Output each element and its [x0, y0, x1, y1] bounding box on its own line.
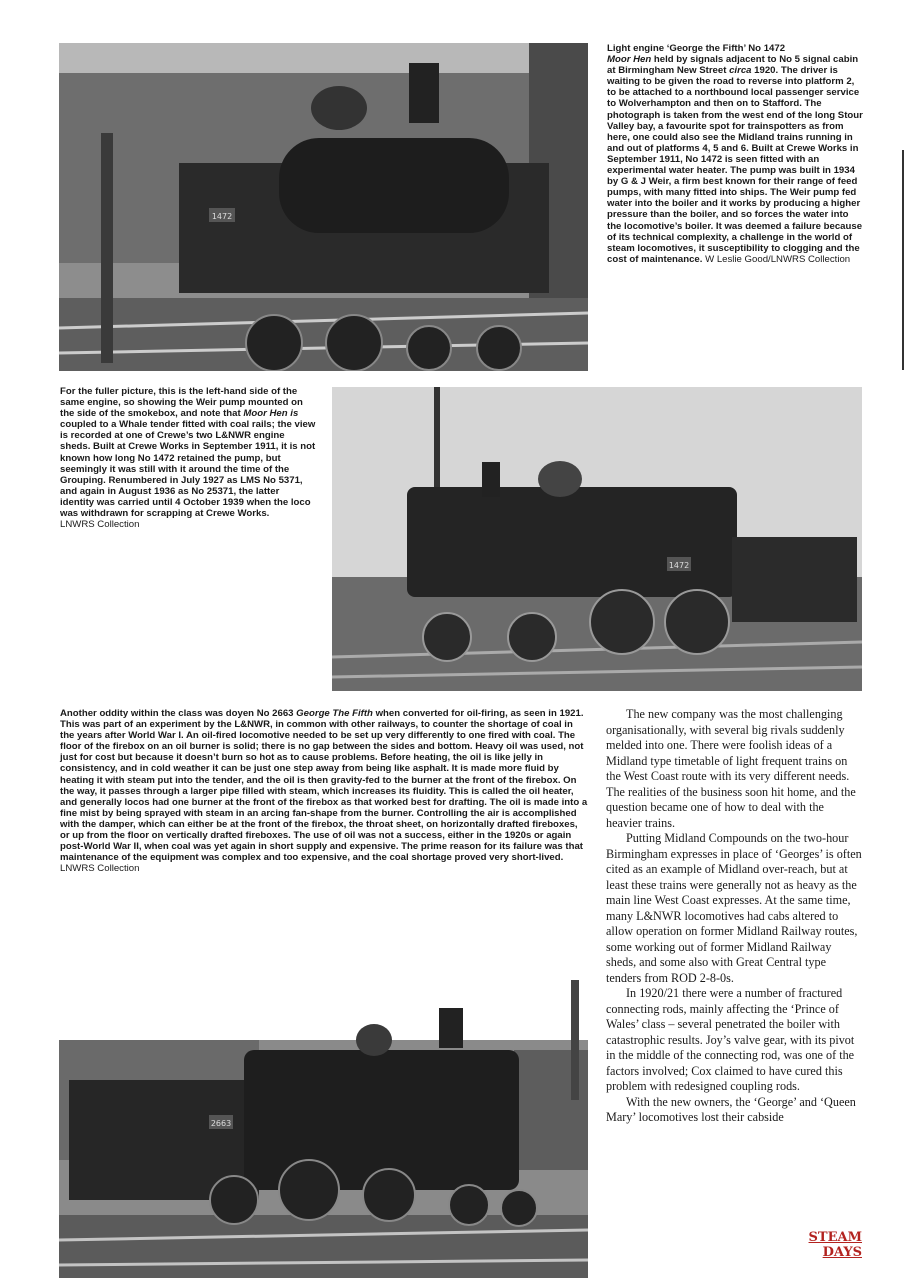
caption-photo1-credit: W Leslie Good/LNWRS Collection	[705, 253, 851, 265]
caption-photo2	[60, 386, 316, 530]
body-paragraph-3: In 1920/21 there were a number of fractured connecting rods, mainly affecting the ‘Prince of Wales’ class – several penetrated the boiler with catastrophic results. Joy’s valve gear, with its pivot in the middle of the connecting rod, was one of the factors involved; Cox claimed to have cured this problem with redesigned coupling rods.	[606, 986, 855, 1093]
loco-number-plate-3: 2663	[210, 1119, 232, 1128]
caption-photo3-text-b: when converted for oil-firing, as seen in 1921. This was part of an experiment by the L&NWR, in common with other railways, to counter the shortage of coal in the years after World War I. An oil-fired locomotive needed to be set up very differently to one fired with coal. The floor of the firebox on an oil burner is solid; there is no gap between the sides and bottom. Heavy oil was used, not just for cost but because it doesn’t burn so hot as to cause problems. Before heating, the oil is like jelly in consistency, and in cold weather it can be just one step away from being like asphalt. It is made more fluid by heating it with steam put into the tender, and the oil is then gravity-fed to the burner at the front of the firebox. On the way, it passes through a larger pipe filled with steam, which increases its fluidity. This is called the oil heater, and generally locos had one burner at the front of the firebox as that worked best for drafting. The oil is made into a fine mist by being sprayed with steam in an arcing fan-shape from the burner. Controlling the air is accomplished with the damper, which can either be at the front of the firebox, the throat sheet, on horizontally drafted fireboxes, or up from the floor on vertically drafted fireboxes. The use of oil was not a success, either in the 1920s or again post-World War II, when coal was yet again in short supply and expensive. The prime reason for its failure was that maintenance of the equipment was complex and too expensive, and the coal shortage proved very short-lived.	[60, 708, 588, 864]
caption-photo2-loco-name: Moor Hen is	[243, 408, 299, 420]
photo-moor-hen-signals	[59, 43, 588, 371]
body-paragraph-2: Putting Midland Compounds on the two-hour Birmingham expresses in place of ‘Georges’ is often cited as an example of Midland over-reach, but at least these trains were generally not as heavy as the main line West Coast expresses. At the same time, many L&NWR locomotives had cabs altered to allow operation on former Midland Railway routes, some working out of former Midland Railway sheds, and some also with Great Central type tenders from ROD 2-8-0s.	[606, 831, 862, 985]
caption-photo1-body: 1920. The driver is waiting to be given the road to reverse into platform 2, to be attached to a northbound local passenger service to Wolverhampton and then on to Stafford. The photograph is taken from the west end of the long Stour Valley bay, a favourite spot for trainspotters as from here, one could also see the Midland trains running in and out of platforms 4, 5 and 6. Built at Crewe Works in September 1911, No 1472 is seen fitted with an experimental water heater. The pump was built in 1934 by G & J Weir, a firm best known for their range of feed pumps, with many fitted into ships. The Weir pump fed water into the boiler and it works by producing a higher pressure than the boiler, and so forces the water into the locomotive’s boiler. It was deemed a failure because of its technical complexity, a challenge in the world of steam locomotives, it susceptibility to clogging and the cost of maintenance.	[607, 65, 863, 265]
caption-photo1-loco-name: Moor Hen	[607, 54, 652, 66]
caption-photo2-credit: LNWRS Collection	[60, 519, 140, 531]
steam-days-logo: STEAM DAYS	[808, 1230, 862, 1260]
photo-moor-hen-crewe	[332, 387, 862, 691]
body-paragraph-4: With the new owners, the ‘George’ and ‘Queen Mary’ locomotives lost their cabside	[606, 1094, 856, 1124]
article-body	[606, 707, 862, 1126]
caption-photo1	[607, 43, 863, 265]
caption-photo3-credit: LNWRS Collection	[60, 863, 140, 875]
caption-photo2-text-a: For the fuller picture, this is the left-hand side of the same engine, so showing the Weir pump mounted on the side of the smokebox, and note that	[60, 386, 303, 420]
loco-number-plate-2: 1472	[668, 561, 690, 570]
caption-photo2-text-b: coupled to a Whale tender fitted with coal rails; the view is recorded at one of Crewe’s two L&NWR engine sheds. Built at Crewe Works in September 1911, it is not known how long No 1472 retained the pump, but seemingly it was still with it around the time of the Grouping. Renumbered in July 1927 as LMS No 5371, and again in August 1936 as No 25371, the latter identity was carried until 4 October 1939 when the loco was withdrawn for scrapping at Crewe Works.	[60, 419, 316, 520]
caption-photo3-text-a: Another oddity within the class was doyen No 2663	[60, 708, 297, 719]
loco-number-plate: 1472	[211, 212, 233, 221]
caption-photo1-circa: circa	[729, 65, 752, 77]
caption-photo3	[60, 708, 588, 874]
caption-photo3-loco-name: George The Fifth	[296, 708, 373, 719]
caption-photo1-text: held by signals adjacent to No 5 signal cabin at Birmingham New Street	[607, 54, 859, 77]
body-paragraph-1: The new company was the most challenging organisationally, with several big rivals suddenly melded into one. There were foolish ideas of a Midland type timetable of light frequent trains on the West Coast route with its very different needs. The realities of the business soon hit home, and the question became one of how to deal with the heavier trains.	[606, 707, 856, 830]
photo-george-the-fifth-oil	[59, 960, 588, 1278]
page-edge-rule	[902, 150, 904, 370]
caption-photo1-line1: Light engine ‘George the Fifth’ No 1472	[607, 43, 786, 54]
